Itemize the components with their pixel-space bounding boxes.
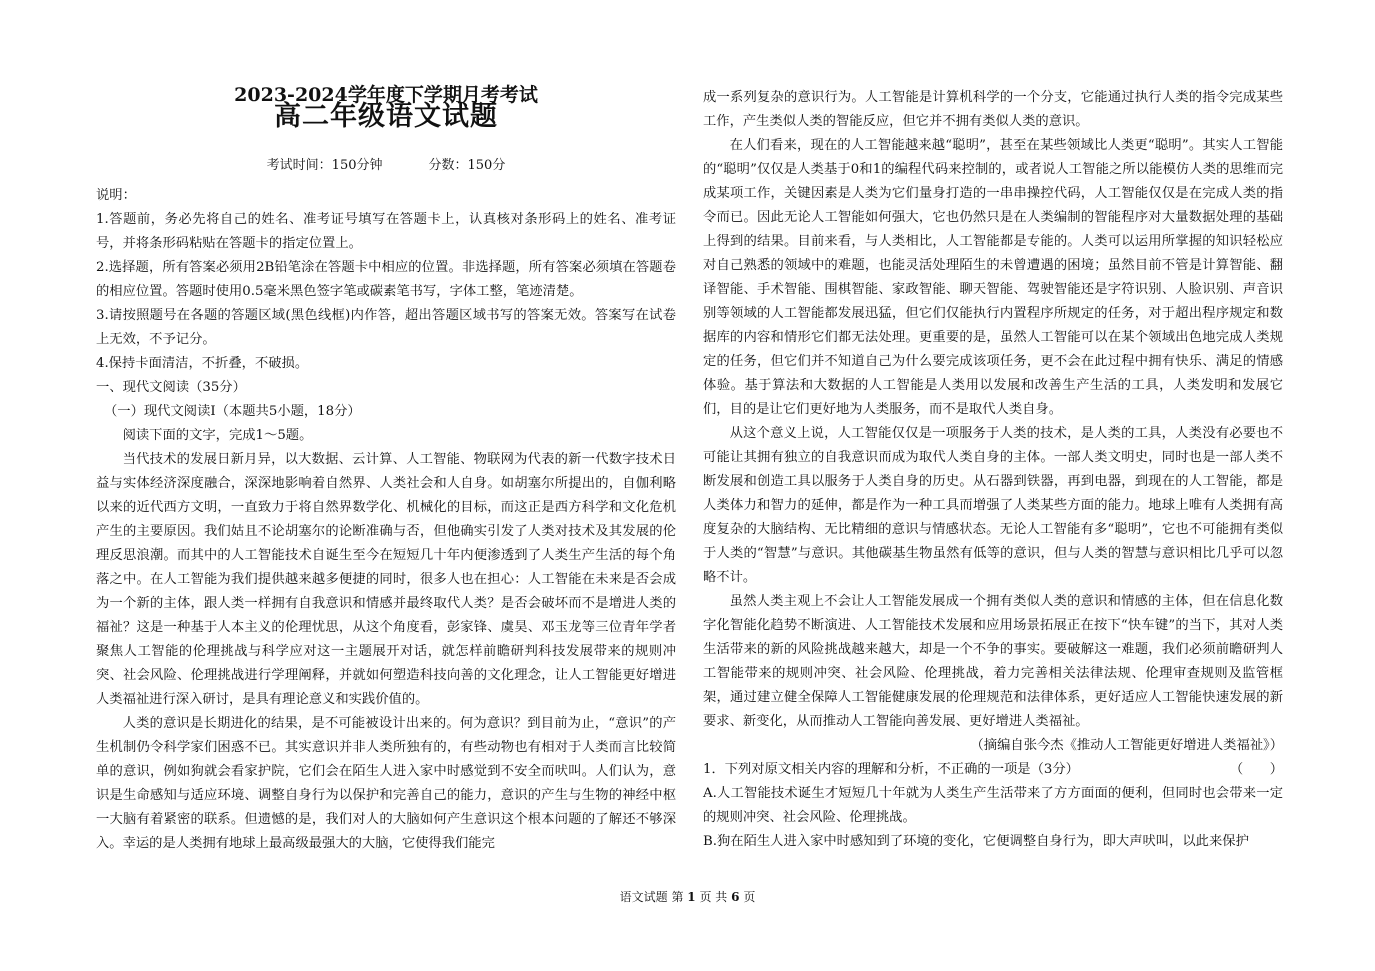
footer-suffix: 页 (743, 890, 756, 904)
option-a: A.人工智能技术诞生才短短几十年就为人类生产生活带来了方方面面的便利，但同时也会带来一定的规则冲突、社会风险、伦理挑战。 (703, 786, 1283, 825)
section-subtitle: （一）现代文阅读Ⅰ（本题共5小题，18分） (104, 404, 361, 419)
instruction-item: 2.选择题，所有答案必须用2B铅笔涂在答题卡中相应的位置。非选择题，所有答案必须填在答题卷的相应位置。答题时使用0.5毫米黑色签字笔或碳素笔书写，字体工整，笔迹清楚。 (96, 260, 676, 299)
footer-total-pages: 6 (731, 890, 740, 904)
exam-score: 分数：150分 (428, 158, 506, 173)
page-footer (0, 888, 1375, 906)
option-b: B.狗在陌生人进入家中时感知到了环境的变化，它便调整自身行为，即大声吠叫，以此来保护 (703, 834, 1249, 849)
footer-prefix: 语文试题 第 (619, 890, 684, 904)
passage-paragraph-2-part2: 成一系列复杂的意识行为。人工智能是计算机科学的一个分支，它能通过执行人类的指令完成某些工作，产生类似人类的智能反应，但它并不拥有类似人类的意识。 (703, 90, 1283, 129)
answer-blank: （ ） (1229, 762, 1283, 777)
passage-paragraph-2-part1: 人类的意识是长期进化的结果，是不可能被设计出来的。何为意识？到目前为止，“意识”的产生机制仍令科学家们困惑不已。其实意识并非人类所独有的，有些动物也有相对于人类而言比较简单的意识，例如狗就会看家护院，它们会在陌生人进入家中时感觉到不安全而吠叫。人们认为，意识是生命感知与适应环境、调整自身行为以保护和完善自己的能力，意识的产生与生物的神经中枢一大脑有着紧密的联系。但遗憾的是，我们对人的大脑如何产生意识这个根本问题的了解还不够深入。幸运的是人类拥有地球上最高级最强大的大脑，它使得我们能完 (96, 716, 676, 851)
left-flow (96, 184, 676, 856)
section-title: 一、现代文阅读（35分） (96, 380, 246, 395)
footer-middle: 页 共 (699, 890, 728, 904)
passage-paragraph: 当代技术的发展日新月异，以大数据、云计算、人工智能、物联网为代表的新一代数字技术日益与实体经济深度融合，深深地影响着自然界、人类社会和人自身。如胡塞尔所提出的，自伽利略以来的近代西方文明，一直致力于将自然界数学化、机械化的目标，而这正是西方科学和文化危机产生的主要原因。我们姑且不论胡塞尔的论断准确与否，但他确实引发了人类对技术及其发展的伦理反思浪潮。而其中的人工智能技术自诞生至今在短短几十年内便渗透到了人类生产生活的每个角落之中。在人工智能为我们提供越来越多便捷的同时，很多人也在担心：人工智能在未来是否会成为一个新的主体，跟人类一样拥有自我意识和情感并最终取代人类？是否会破坏而不是增进人类的福祉？这是一种基于人本主义的伦理忧思，从这个角度看，彭家锋、虞昊、邓玉龙等三位青年学者聚焦人工智能的伦理挑战与科学应对这一主题展开对话，就怎样前瞻研判科技发展带来的规则冲突、社会风险、伦理挑战进行学理阐释，并就如何塑造科技向善的文化理念，让人工智能更好增进人类福祉进行深入研讨，是具有理论意义和实践价值的。 (96, 452, 676, 707)
instructions-heading: 说明： (96, 188, 136, 203)
reading-prompt: 阅读下面的文字，完成1～5题。 (122, 428, 313, 443)
exam-time: 考试时间：150分钟 (266, 158, 383, 173)
right-flow (703, 86, 1283, 854)
passage-source: （摘编自张今杰《推动人工智能更好增进人类福祉》） (970, 738, 1283, 753)
exam-info (96, 156, 676, 176)
passage-paragraph: 虽然人类主观上不会让人工智能发展成一个拥有类似人类的意识和情感的主体，但在信息化数字化智能化趋势不断演进、人工智能技术发展和应用场景拓展正在按下“快车键”的当下，其对人类生活带来的新的风险挑战越来越大，却是一个不争的事实。要破解这一难题，我们必须前瞻研判人工智能带来的规则冲突、社会风险、伦理挑战，着力完善相关法律法规、伦理审查规则及监管框架，通过建立健全保障人工智能健康发展的伦理规范和法律体系，更好适应人工智能快速发展的新要求、新变化，从而推动人工智能向善发展、更好增进人类福祉。 (703, 594, 1283, 729)
instruction-item: 1.答题前，务必先将自己的姓名、准考证号填写在答题卡上，认真核对条形码上的姓名、准考证号，并将条形码粘贴在答题卡的指定位置上。 (96, 212, 676, 251)
instruction-item: 3.请按照题号在各题的答题区域(黑色线框)内作答，超出答题区域书写的答案无效。答案写在试卷上无效，不予记分。 (96, 308, 676, 347)
question-stem (703, 758, 1283, 782)
exam-name: 2023-2024学年度下学期月考考试 (234, 84, 538, 106)
question-1-text: 1．下列对原文相关内容的理解和分析，不正确的一项是（3分） (703, 762, 1079, 777)
instruction-item: 4.保持卡面清洁，不折叠，不破损。 (96, 356, 309, 371)
passage-paragraph-split (96, 712, 676, 856)
page-title: 高二年级语文试题 (274, 101, 498, 132)
passage-paragraph: 在人们看来，现在的人工智能越来越“聪明”，甚至在某些领域比人类更“聪明”。其实人工智能的“聪明”仅仅是人类基于0和1的编程代码来控制的，或者说人工智能之所以能模仿人类的思维而完成某项工作，关键因素是人类为它们量身打造的一串串操控代码，人工智能仅仅是在完成人类的指令而已。因此无论人工智能如何强大，它也仍然只是在人类编制的智能程序对大量数据处理的基础上得到的结果。目前来看，与人类相比，人工智能都是专能的。人类可以运用所掌握的知识轻松应对自己熟悉的领域中的难题，也能灵活处理陌生的未曾遭遇的困境；虽然目前不管是计算智能、翻译智能、手术智能、围棋智能、家政智能、聊天智能、驾驶智能还是字符识别、人脸识别、声音识别等领域的人工智能都发展迅猛，但它们仅能执行内置程序所规定的任务，对于超出程序规定和数据库的内容和情形它们都无法处理。更重要的是，虽然人工智能可以在某个领域出色地完成人类规定的任务，但它们并不知道自己为什么要完成该项任务，更不会在此过程中拥有快乐、满足的情感体验。基于算法和大数据的人工智能是人类用以发展和改善生产生活的工具，人类发明和发展它们，目的是让它们更好地为人类服务，而不是取代人类自身。 (703, 138, 1283, 417)
passage-paragraph: 从这个意义上说，人工智能仅仅是一项服务于人类的技术，是人类的工具，人类没有必要也不可能让其拥有独立的自我意识而成为取代人类自身的主体。一部人类文明史，同时也是一部人类不断发展和创造工具以服务于人类自身的历史。从石器到铁器，再到电器，到现在的人工智能，都是人类体力和智力的延伸，都是作为一种工具而增强了人类某些方面的能力。地球上唯有人类拥有高度复杂的大脑结构、无比精细的意识与情感状态。无论人工智能有多“聪明”，它也不可能拥有类似于人类的“智慧”与意识。其他碳基生物虽然有低等的意识，但与人类的智慧与意识相比几乎可以忽略不计。 (703, 426, 1283, 585)
footer-page-number: 1 (687, 890, 696, 904)
